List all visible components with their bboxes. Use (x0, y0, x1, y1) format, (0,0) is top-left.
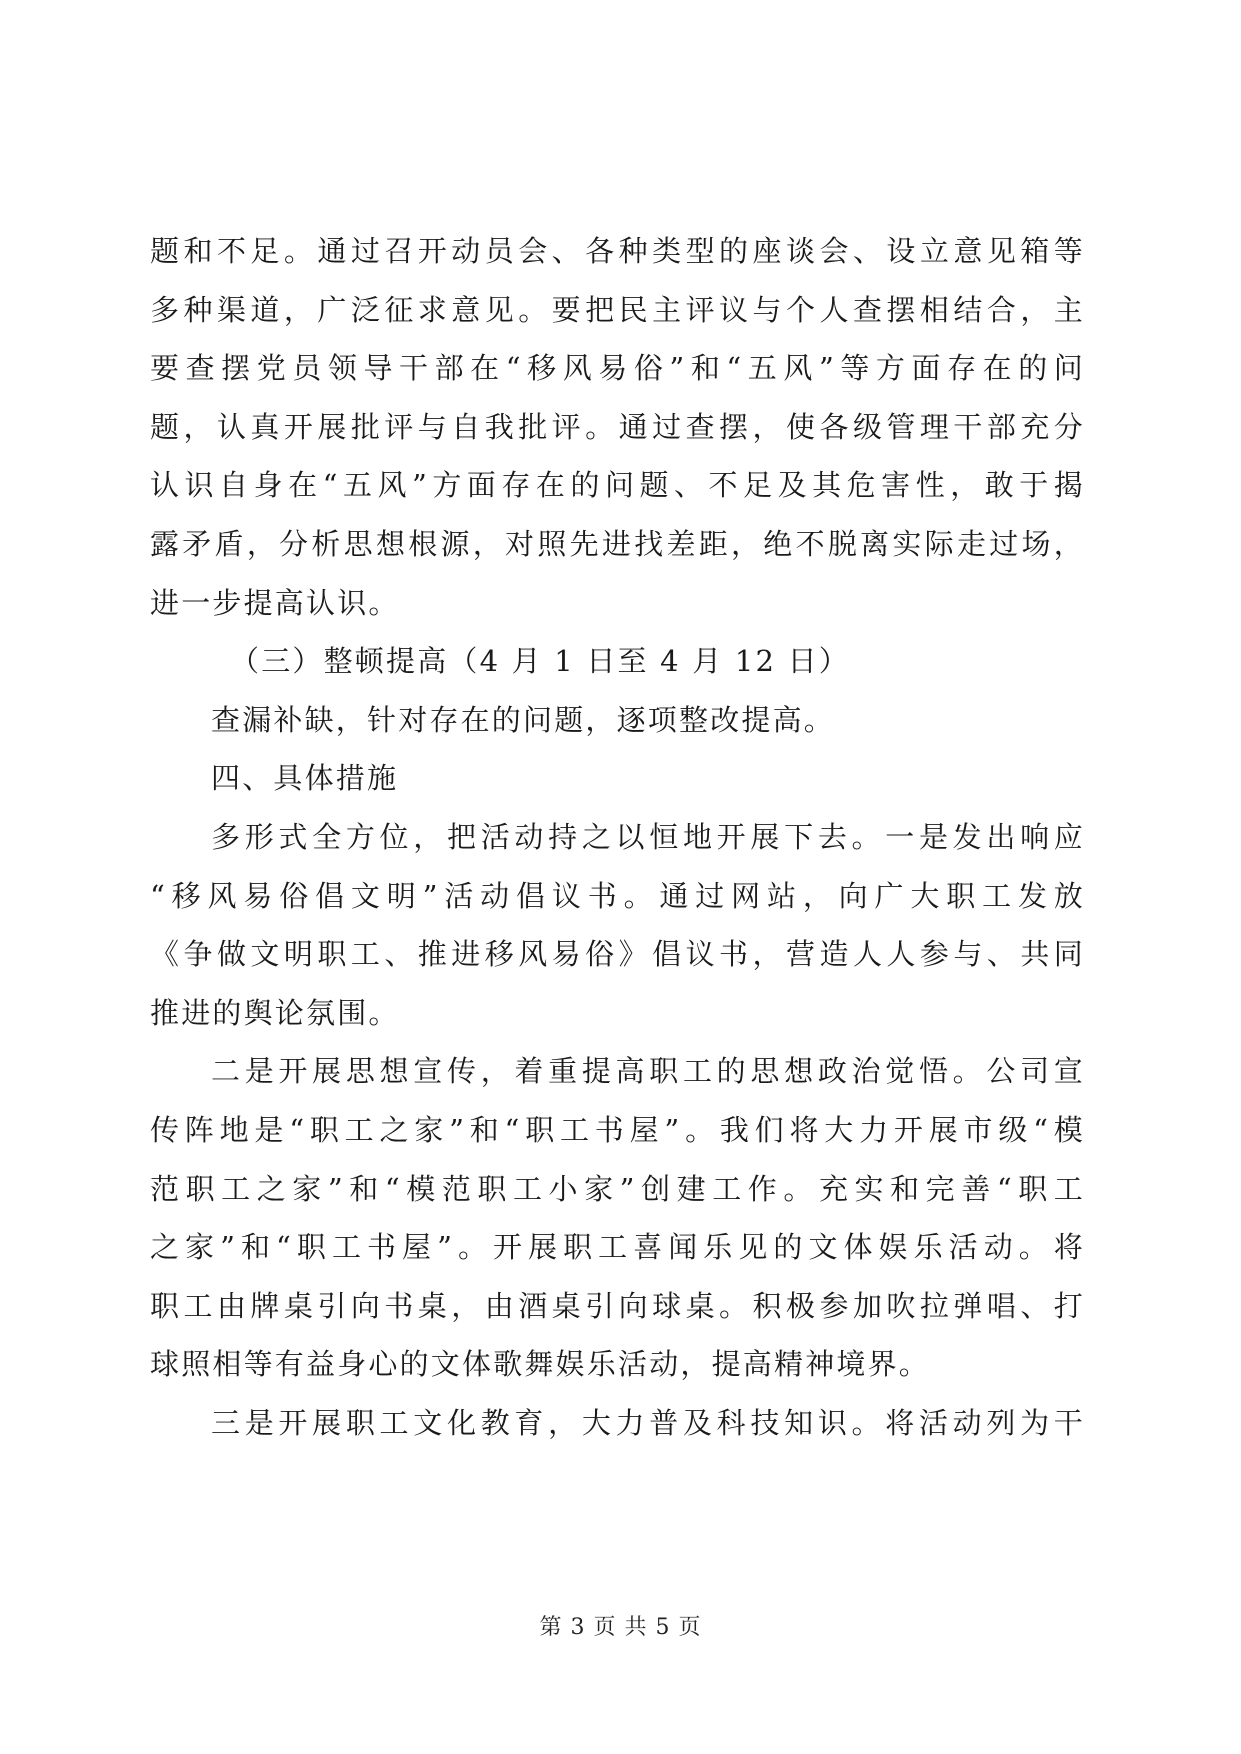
body-line: 三是开展职工文化教育，大力普及科技知识。将活动列为干 (211, 1405, 1085, 1440)
body-line: 《争做文明职工、推进移风易俗》倡议书，营造人人参与、共同 (150, 937, 1085, 972)
body-line: 职工由牌桌引向书桌，由酒桌引向球桌。积极参加吹拉弹唱、打 (150, 1288, 1085, 1323)
body-line: 要查摆党员领导干部在“移风易俗”和“五风”等方面存在的问 (150, 351, 1085, 386)
document-body (150, 222, 1085, 1452)
body-line: 题和不足。通过召开动员会、各种类型的座谈会、设立意见箱等 (150, 234, 1085, 268)
section-heading: （三）整顿提高（4 月 1 日至 4 月 12 日） (230, 644, 850, 679)
body-line: 进一步提高认识。 (150, 585, 400, 620)
body-line: 题，认真开展批评与自我批评。通过查摆，使各级管理干部充分 (150, 409, 1085, 444)
body-line: 球照相等有益身心的文体歌舞娱乐活动，提高精神境界。 (150, 1347, 931, 1382)
body-line: 推进的舆论氛围。 (150, 995, 400, 1030)
body-line: “移风易俗倡文明”活动倡议书。通过网站，向广大职工发放 (150, 878, 1085, 913)
body-line: 露矛盾，分析思想根源，对照先进找差距，绝不脱离实际走过场， (150, 526, 1085, 561)
section-heading: 四、具体措施 (211, 761, 399, 796)
body-line: 之家”和“职工书屋”。开展职工喜闻乐见的文体娱乐活动。将 (150, 1230, 1085, 1265)
body-line: 认识自身在“五风”方面存在的问题、不足及其危害性，敢于揭 (150, 468, 1085, 503)
body-line: 查漏补缺，针对存在的问题，逐项整改提高。 (211, 702, 836, 737)
body-line: 范职工之家”和“模范职工小家”创建工作。充实和完善“职工 (150, 1171, 1085, 1206)
body-line: 二是开展思想宣传，着重提高职工的思想政治觉悟。公司宣 (211, 1054, 1085, 1089)
body-line: 传阵地是“职工之家”和“职工书屋”。我们将大力开展市级“模 (150, 1112, 1085, 1147)
body-line: 多形式全方位，把活动持之以恒地开展下去。一是发出响应 (211, 819, 1085, 854)
body-line: 多种渠道，广泛征求意见。要把民主评议与个人查摆相结合，主 (150, 292, 1085, 327)
page-number-footer: 第 3 页 共 5 页 (539, 1615, 702, 1640)
